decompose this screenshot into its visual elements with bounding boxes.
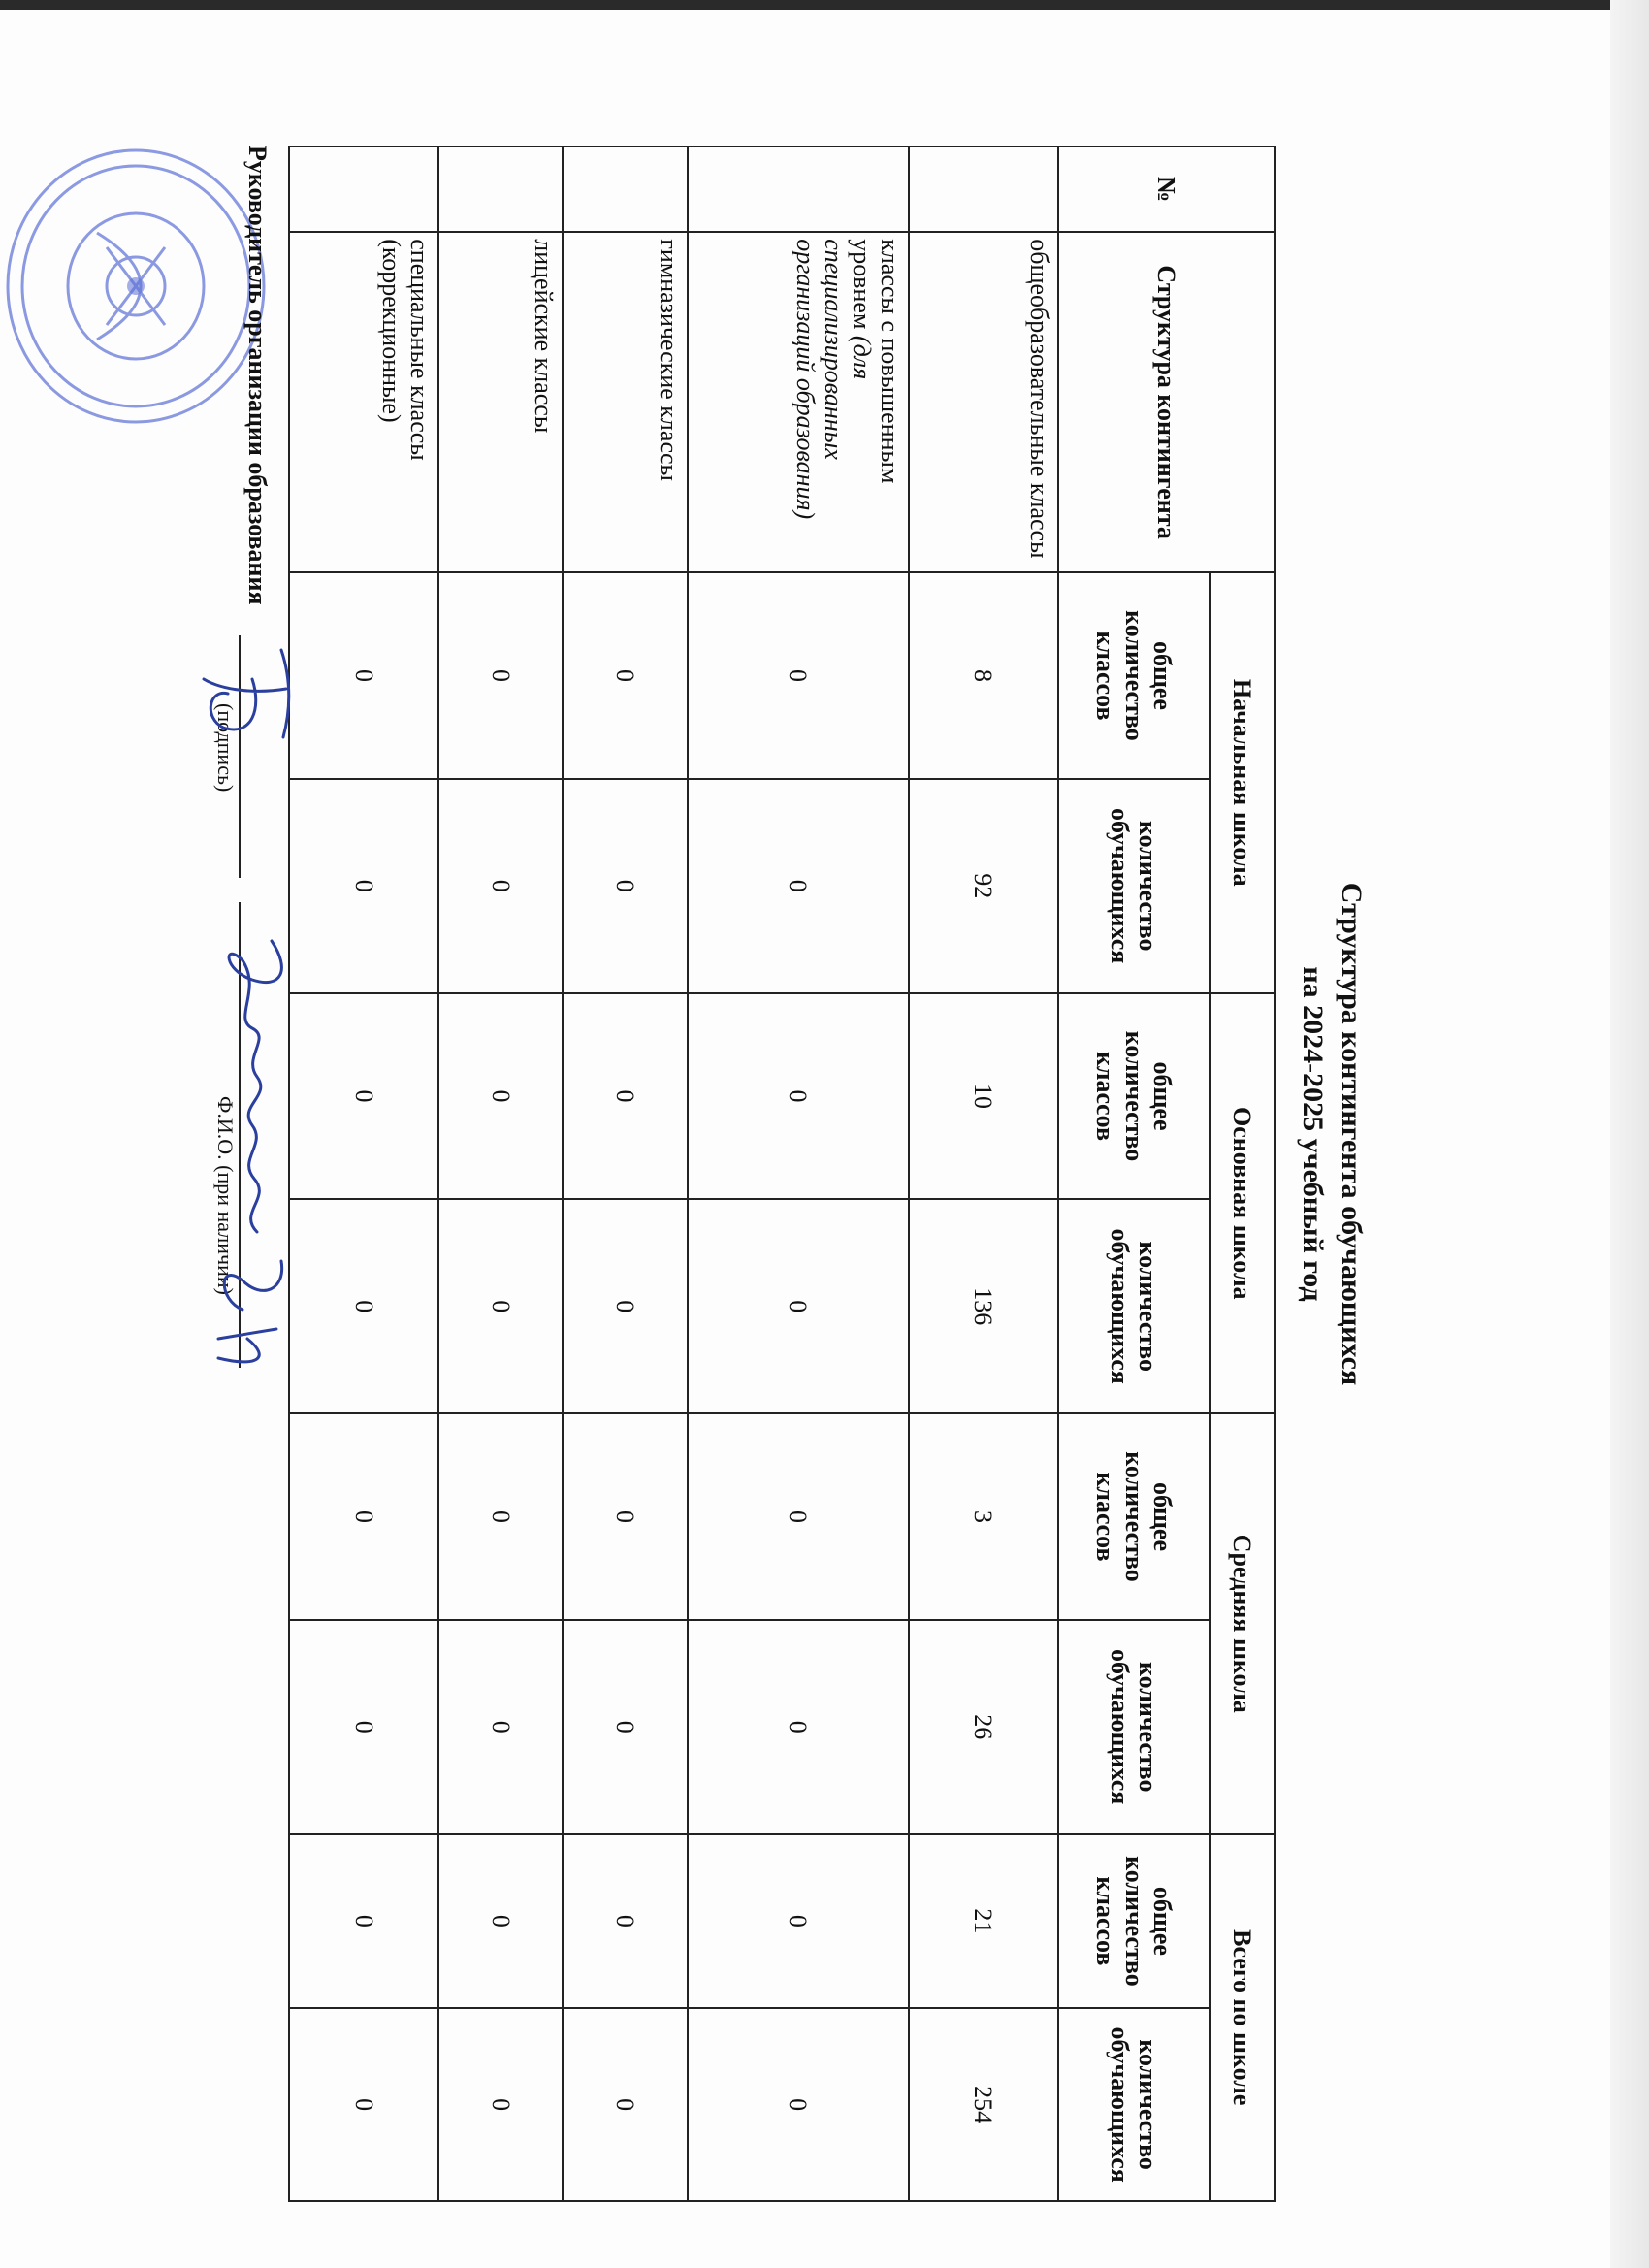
row-label-main: классы с повышенным уровнем	[847, 239, 904, 484]
cell-value: 0	[289, 572, 438, 779]
cell-value: 0	[289, 1834, 438, 2009]
document-title: Структура контингента обучающихся	[1336, 882, 1368, 1386]
header-structure: Структура контингента	[1058, 232, 1275, 572]
header-total: Всего по школе	[1210, 1834, 1275, 2201]
cell-value: 0	[438, 993, 563, 1200]
row-label	[688, 232, 909, 572]
subheader-students: количество обучающихся	[1058, 1199, 1211, 1413]
header-num: №	[1058, 146, 1275, 232]
handwritten-signature-icon	[184, 621, 310, 1377]
row-number	[438, 146, 563, 232]
cell-value: 0	[438, 1199, 563, 1413]
table-row	[289, 146, 438, 2201]
cell-value: 0	[688, 1620, 909, 1834]
cell-value: 0	[563, 1834, 687, 2009]
cell-value: 0	[563, 2008, 687, 2201]
cell-value: 10	[909, 993, 1058, 1200]
row-number	[289, 146, 438, 232]
cell-value: 0	[688, 993, 909, 1200]
row-number	[563, 146, 687, 232]
cell-value: 21	[909, 1834, 1058, 2009]
row-label: специальные классы (коррекционные)	[289, 232, 438, 572]
cell-value: 26	[909, 1620, 1058, 1834]
row-label: гимназические классы	[563, 232, 687, 572]
subheader-students: количество обучающихся	[1058, 2008, 1211, 2201]
row-label: общеобразовательные классы	[909, 232, 1058, 572]
table-row	[688, 146, 909, 2201]
subheader-students: количество обучающихся	[1058, 1620, 1211, 1834]
cell-value: 0	[289, 779, 438, 993]
subheader-classes: общее количество классов	[1058, 572, 1211, 779]
table-row	[438, 146, 563, 2201]
cell-value: 0	[688, 1199, 909, 1413]
cell-value: 0	[289, 2008, 438, 2201]
table-row	[909, 146, 1058, 2201]
cell-value: 0	[688, 2008, 909, 2201]
cell-value: 0	[438, 2008, 563, 2201]
cell-value: 0	[563, 779, 687, 993]
header-primary: Начальная школа	[1210, 572, 1275, 993]
cell-value: 0	[289, 993, 438, 1200]
cell-value: 0	[438, 1413, 563, 1620]
cell-value: 0	[563, 572, 687, 779]
cell-value: 254	[909, 2008, 1058, 2201]
cell-value: 0	[688, 1834, 909, 2009]
row-number	[688, 146, 909, 232]
row-number	[909, 146, 1058, 232]
cell-value: 0	[563, 1413, 687, 1620]
row-label: лицейские классы	[438, 232, 563, 572]
cell-value: 0	[289, 1199, 438, 1413]
cell-value: 0	[688, 779, 909, 993]
header-secondary: Средняя школа	[1210, 1413, 1275, 1834]
head-signature-label: Руководитель организации образования	[243, 146, 272, 605]
subheader-classes: общее количество классов	[1058, 1834, 1211, 2009]
header-basic: Основная школа	[1210, 993, 1275, 1414]
cell-value: 0	[438, 1834, 563, 2009]
cell-value: 0	[438, 1620, 563, 1834]
cell-value: 0	[563, 1199, 687, 1413]
cell-value: 8	[909, 572, 1058, 779]
cell-value: 92	[909, 779, 1058, 993]
cell-value: 3	[909, 1413, 1058, 1620]
cell-value: 0	[289, 1413, 438, 1620]
subheader-classes: общее количество классов	[1058, 993, 1211, 1200]
signature-caption: (подпись)	[213, 703, 238, 793]
cell-value: 0	[563, 993, 687, 1200]
cell-value: 0	[563, 1620, 687, 1834]
official-seal-icon	[0, 141, 272, 432]
cell-value: 0	[688, 1413, 909, 1620]
cell-value: 0	[289, 1620, 438, 1834]
cell-value: 0	[688, 572, 909, 779]
document-subtitle: на 2024-2025 учебный год	[1297, 966, 1329, 1302]
row-label-note: (для специализированных организаций образования)	[791, 239, 876, 520]
cell-value: 0	[438, 779, 563, 993]
table-row	[563, 146, 687, 2201]
subheader-students: количество обучающихся	[1058, 779, 1211, 993]
name-caption: Ф.И.О. (при наличии)	[213, 1096, 238, 1295]
contingent-table	[288, 146, 1276, 2202]
cell-value: 136	[909, 1199, 1058, 1413]
subheader-classes: общее количество классов	[1058, 1413, 1211, 1620]
cell-value: 0	[438, 572, 563, 779]
